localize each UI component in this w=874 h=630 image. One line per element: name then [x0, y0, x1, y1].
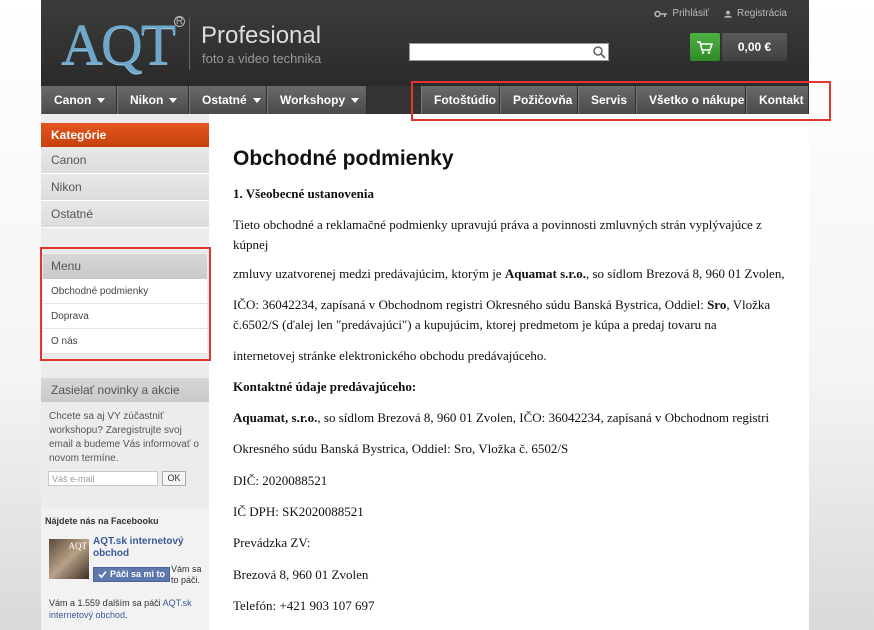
- nav-label: Workshopy: [280, 93, 346, 107]
- chevron-down-icon: [253, 98, 261, 103]
- facebook-footer-text: Vám a 1.559 ďalším sa páči: [49, 598, 163, 608]
- registered-mark: R: [175, 16, 184, 27]
- section-heading: 1. Všeobecné ustanovenia: [233, 186, 374, 201]
- nav-label: Nikon: [130, 93, 164, 107]
- contact-heading: Kontaktné údaje predávajúceho:: [233, 379, 417, 394]
- company-type: Sro: [707, 297, 727, 312]
- nav-item-kontakt[interactable]: Kontakt: [746, 86, 809, 114]
- nav-item-nikon[interactable]: [117, 86, 189, 114]
- contact-icdph: IČ DPH: SK2020088521: [233, 504, 364, 519]
- newsletter-text: Chcete sa aj VY zúčastniť workshopu? Zaregistrujte svoj email a budeme Vás informovať o novom termíne.: [49, 411, 199, 464]
- search-input[interactable]: [409, 43, 609, 61]
- cart-icon: [697, 41, 713, 54]
- contact-company: [233, 408, 793, 428]
- sidebar-item-nikon[interactable]: Nikon: [41, 174, 209, 201]
- page-title: Obchodné podmienky: [233, 147, 454, 170]
- cart-button[interactable]: [690, 33, 720, 61]
- newsletter-heading: Zasielať novinky a akcie: [41, 378, 209, 402]
- sidebar-item-ostatne[interactable]: Ostatné: [41, 201, 209, 228]
- nav-item-workshopy[interactable]: [267, 86, 367, 114]
- facebook-like-button[interactable]: [93, 567, 170, 582]
- facebook-heading: Nájdete nás na Facebooku: [45, 516, 159, 526]
- menu-heading: Menu: [43, 254, 207, 279]
- logo-divider: [189, 18, 190, 70]
- nav-label: Ostatné: [202, 93, 247, 107]
- brand-title: Profesional: [201, 22, 322, 49]
- cart-total[interactable]: 0,00 €: [722, 33, 787, 61]
- nav-item-canon[interactable]: [41, 86, 117, 114]
- facebook-box: [41, 508, 209, 630]
- menu-item-doprava[interactable]: Doprava: [43, 304, 207, 329]
- text-fragment: , so sídlom Brezová 8, 960 01 Zvolen,: [585, 266, 785, 281]
- contact-branch-label: Prevádzka ZV:: [233, 535, 311, 550]
- logo[interactable]: AQT: [61, 12, 175, 77]
- text-fragment: zmluvy uzatvorenej medzi predávajúcim, ktorým je: [233, 266, 505, 281]
- text-fragment: , Vložka č.6502/S (ďalej len "predávajúci") a kupujúcim, ktorej predmetom je kúpa a predaj tovaru na: [233, 297, 771, 332]
- chevron-down-icon: [97, 98, 105, 103]
- company-name: Aquamat s.r.o.: [504, 266, 586, 281]
- facebook-page-name[interactable]: AQT.sk internetový obchod: [93, 536, 184, 559]
- brand-subtitle: foto a video technika: [202, 51, 322, 66]
- main-content: [233, 134, 793, 613]
- check-icon: [98, 570, 107, 579]
- facebook-footer-period: .: [125, 610, 128, 620]
- facebook-footer: [49, 597, 204, 621]
- login-link[interactable]: [654, 8, 709, 19]
- contact-address: Brezová 8, 960 01 Zvolen: [233, 567, 369, 582]
- key-icon: [654, 9, 668, 19]
- newsletter-email-input[interactable]: Váš e-mail: [48, 471, 158, 486]
- company-name: Aquamat, s.r.o.: [233, 410, 318, 425]
- nav-item-ostatne[interactable]: [189, 86, 267, 114]
- sidebar-item-canon[interactable]: Canon: [41, 147, 209, 174]
- user-icon: [723, 9, 733, 19]
- menu-item-obchodne-podmienky[interactable]: Obchodné podmienky: [43, 279, 207, 304]
- facebook-footer-link[interactable]: AQT.sk internetový obchod: [49, 598, 192, 620]
- contact-dic: DIČ: 2020088521: [233, 473, 328, 488]
- register-label: Registrácia: [736, 8, 787, 19]
- contact-phone: Telefón: +421 903 107 697: [233, 598, 375, 613]
- paragraph-seller: [233, 264, 793, 284]
- text-fragment: , so sídlom Brezová 8, 960 01 Zvolen, IČO: 36042234, zapísaná v Obchodnom registri: [317, 410, 770, 425]
- menu-item-o-nas[interactable]: O nás: [43, 329, 207, 354]
- site-header: [41, 0, 809, 86]
- register-link[interactable]: [723, 8, 787, 19]
- paragraph-terms-intro: Tieto obchodné a reklamačné podmienky upravujú práva a povinnosti zmluvných strán vyplývajúce z kúpnej: [233, 217, 762, 252]
- paragraph-registration: [233, 295, 793, 335]
- login-label: Prihlásiť: [672, 8, 709, 19]
- thumbnail-logo-text: AQT: [68, 541, 87, 551]
- search-icon[interactable]: [592, 45, 606, 59]
- nav-pages: [421, 86, 809, 114]
- facebook-like-label: Páči sa mi to: [110, 569, 166, 579]
- text-fragment: IČO: 36042234, zapísaná v Obchodnom registri Okresného súdu Banská Bystrica, Oddiel:: [233, 297, 708, 312]
- account-links: [654, 8, 787, 19]
- nav-label: Canon: [54, 93, 92, 107]
- chevron-down-icon: [351, 98, 359, 103]
- paragraph-website: internetovej stránke elektronického obchodu predávajúceho.: [233, 348, 547, 363]
- nav-item-fotostudio[interactable]: Fotoštúdio: [421, 86, 500, 114]
- facebook-you-like-text: Vám sa to páči.: [171, 564, 202, 585]
- nav-item-servis[interactable]: Servis: [578, 86, 636, 114]
- contact-court: Okresného súdu Banská Bystrica, Oddiel: Sro, Vložka č. 6502/S: [233, 441, 569, 456]
- nav-item-pozicovna[interactable]: Požičovňa: [500, 86, 578, 114]
- nav-categories: [41, 86, 367, 114]
- page-wrapper: [41, 0, 809, 630]
- main-nav: [41, 86, 809, 114]
- facebook-page-thumbnail[interactable]: [49, 539, 89, 579]
- sidebar: [41, 114, 209, 630]
- nav-item-vsetko-o-nakupe[interactable]: Všetko o nákupe: [636, 86, 746, 114]
- newsletter-ok-button[interactable]: OK: [162, 471, 186, 486]
- categories-heading: Kategórie: [41, 123, 209, 147]
- chevron-down-icon: [169, 98, 177, 103]
